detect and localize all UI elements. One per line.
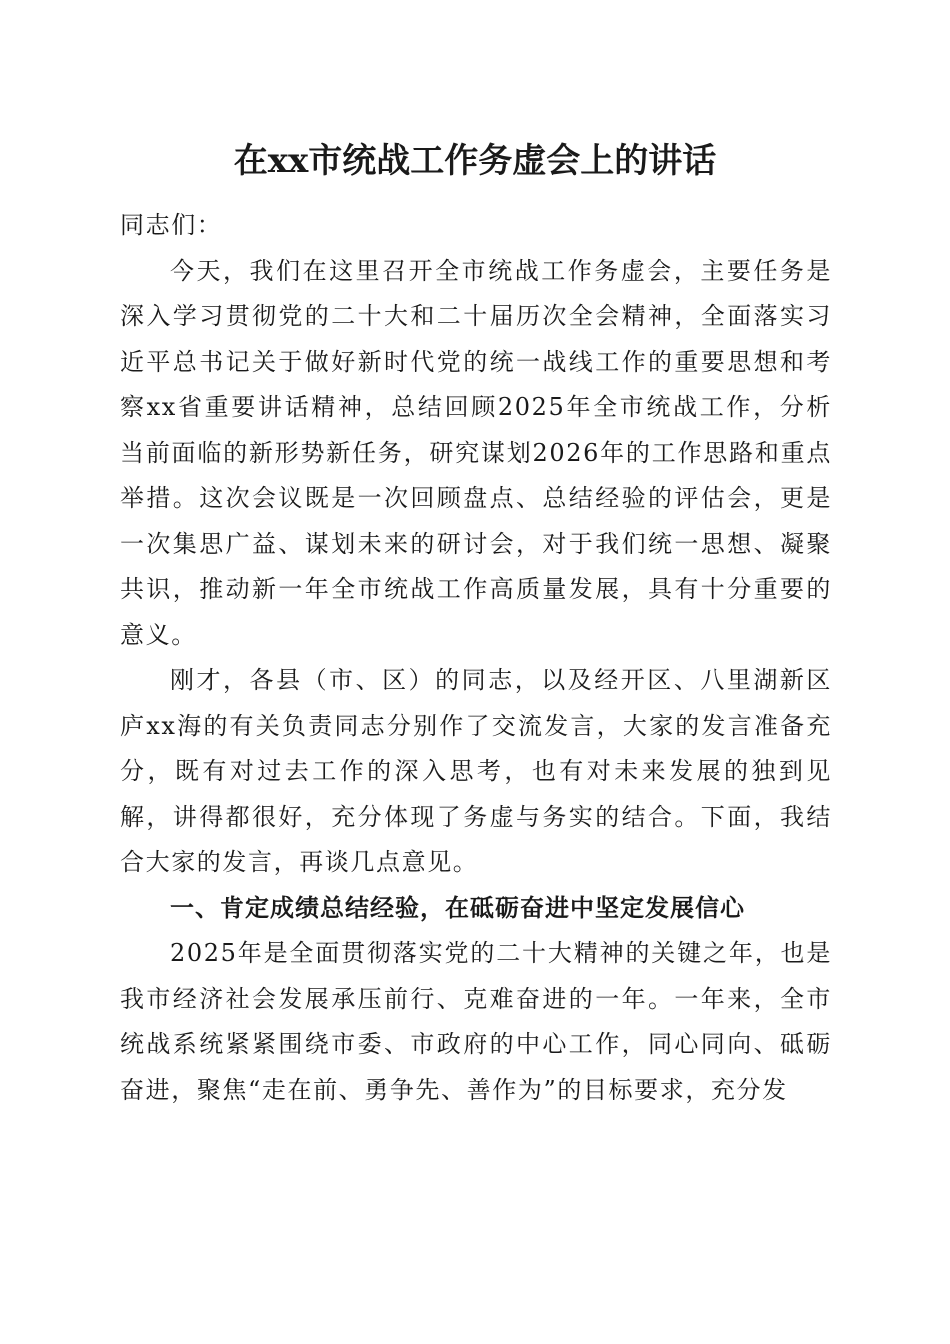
paragraph-exchange: 刚才，各县（市、区）的同志，以及经开区、八里湖新区庐xx海的有关负责同志分别作了交流发言，大家的发言准备充分，既有对过去工作的深入思考，也有对未来发展的独到见解，讲得都很好，充分体现了务虚与务实的结合。下面，我结合大家的发言，再谈几点意见。: [120, 666, 832, 876]
paragraph-opening: 今天，我们在这里召开全市统战工作务虚会，主要任务是深入学习贯彻党的二十大和二十届历次全会精神，全面落实习近平总书记关于做好新时代党的统一战线工作的重要思想和考察xx省重要讲话精神，总结回顾2025年全市统战工作，分析当前面临的新形势新任务，研究谋划2026年的工作思路和重点举措。这次会议既是一次回顾盘点、总结经验的评估会，更是一次集思广益、谋划未来的研讨会，对于我们统一思想、凝聚共识，推动新一年全市统战工作高质量发展，具有十分重要的意义。: [120, 256, 832, 649]
section-heading: 一、肯定成绩总结经验，在砥砺奋进中坚定发展信心: [170, 893, 745, 922]
document-title: 在xx市统战工作务虚会上的讲话: [233, 141, 717, 181]
document-body: [120, 203, 832, 1113]
section-paragraph: 2025年是全面贯彻落实党的二十大精神的关键之年，也是我市经济社会发展承压前行、克难奋进的一年。一年来，全市统战系统紧紧围绕市委、市政府的中心工作，同心同向、砥砺奋进，聚焦“走在前、勇争先、善作为”的目标要求，充分发: [120, 939, 832, 1104]
salutation: 同志们：: [120, 211, 223, 239]
